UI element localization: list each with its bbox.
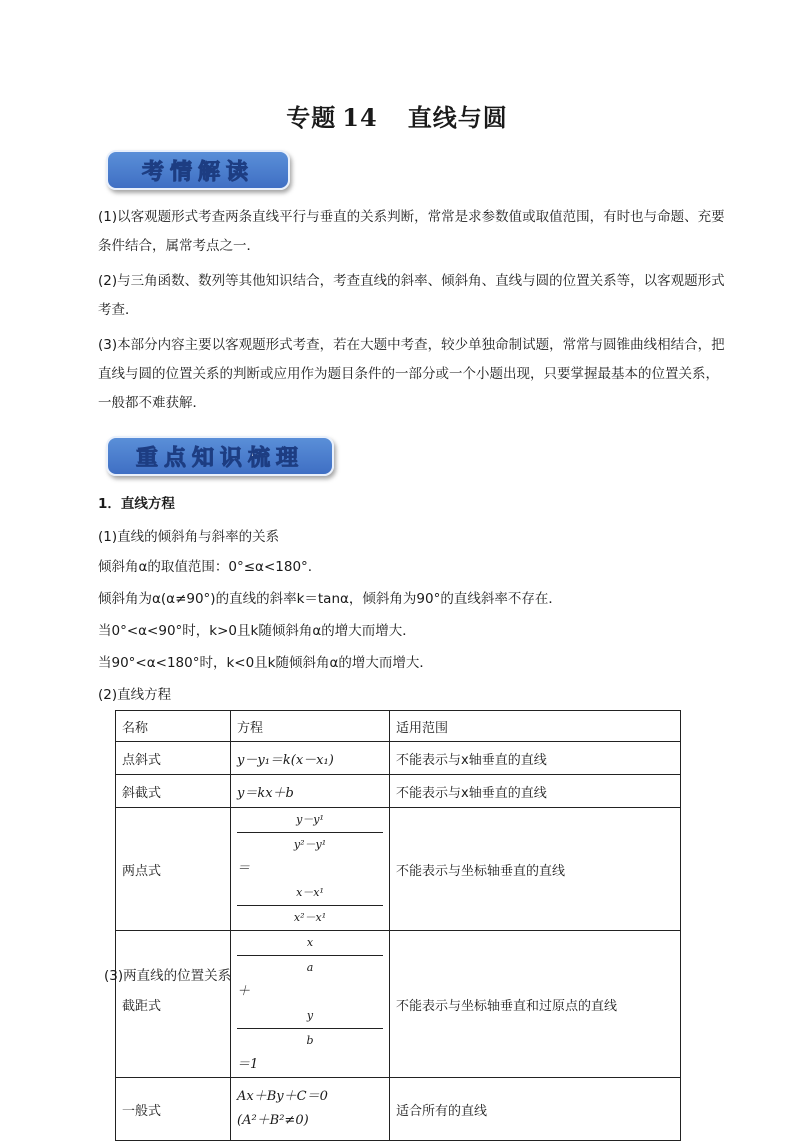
fraction <box>237 931 383 980</box>
table-cell-name: 两点式 <box>116 808 231 931</box>
table-row <box>116 775 681 808</box>
fraction-numerator: y－y¹ <box>237 808 383 833</box>
fraction-numerator: x－x¹ <box>237 881 383 906</box>
table-header-cell: 名称 <box>116 711 231 742</box>
title-prefix: 专题 <box>286 103 337 132</box>
table-cell-range: 不能表示与坐标轴垂直的直线 <box>390 808 681 931</box>
text-line-3: 当0°<α<90°时，k>0且k随倾斜角α的增大而增大． <box>98 623 416 639</box>
title-main: 直线与圆 <box>407 103 508 132</box>
table-cell-equation <box>231 808 390 931</box>
table-row <box>116 742 681 775</box>
paragraph-2: (2)与三角函数、数列等其他知识结合，考查直线的斜率、倾斜角、直线与圆的位置关系等，以客观题形式考查． <box>98 273 725 318</box>
fraction <box>237 1004 383 1053</box>
table-cell-range: 适合所有的直线 <box>390 1078 681 1141</box>
table-cell-equation <box>231 1078 390 1141</box>
paragraph-3: (3)本部分内容主要以客观题形式考查，若在大题中考查，较少单独命制试题，常常与圆锥曲线相结合，把直线与圆的位置关系的判断或应用作为题目条件的一部分或一个小题出现，只要掌握最基本的位置关系，一般都不难获解． <box>98 337 725 411</box>
table-cell-range: 不能表示与坐标轴垂直和过原点的直线 <box>390 931 681 1078</box>
sub-heading-2: (2)直线方程 <box>98 687 172 703</box>
table-row <box>116 931 681 1078</box>
sub-heading-3: (3)两直线的位置关系 <box>104 968 232 984</box>
table-cell-name: 截距式 <box>116 931 231 1078</box>
banner-label: 重点知识梳理 <box>135 444 304 471</box>
fraction-denominator: b <box>306 1034 314 1047</box>
section-heading: 1．直线方程 <box>98 496 175 512</box>
page-title <box>0 98 794 133</box>
text-line-1: 倾斜角α的取值范围：0°≤α<180°. <box>98 559 313 575</box>
title-number: 14 <box>342 103 378 132</box>
table-cell-name: 斜截式 <box>116 775 231 808</box>
table-cell-range: 不能表示与x轴垂直的直线 <box>390 742 681 775</box>
table-cell-range: 不能表示与x轴垂直的直线 <box>390 775 681 808</box>
table-cell-name: 点斜式 <box>116 742 231 775</box>
table-row <box>116 1078 681 1141</box>
section-banner-exam-analysis <box>106 150 290 190</box>
table-cell-equation: y＝kx＋b <box>231 775 390 808</box>
general-equation-condition: (A²＋B²≠0) <box>237 1113 309 1128</box>
table-cell-name: 一般式 <box>116 1078 231 1141</box>
table-header-row <box>116 711 681 742</box>
plus-sign: ＋ <box>237 984 251 999</box>
fraction-numerator: y <box>237 1004 383 1029</box>
equals-one: ＝1 <box>237 1057 259 1072</box>
text-line-2: 倾斜角为α(α≠90°)的直线的斜率k＝tanα，倾斜角为90°的直线斜率不存在． <box>98 591 562 607</box>
text-line-4: 当90°<α<180°时，k<0且k随倾斜角α的增大而增大． <box>98 655 433 671</box>
fraction-denominator: x²－x¹ <box>293 911 327 924</box>
general-equation: Ax＋By＋C＝0 <box>237 1089 328 1104</box>
table-header-cell: 适用范围 <box>390 711 681 742</box>
fraction-denominator: y²－y¹ <box>293 838 327 851</box>
fraction-denominator: a <box>306 961 314 974</box>
fraction-numerator: x <box>237 931 383 956</box>
section-banner-key-knowledge <box>106 436 334 476</box>
sub-heading-1: (1)直线的倾斜角与斜率的关系 <box>98 529 280 545</box>
table-cell-equation: y－y₁＝k(x－x₁) <box>231 742 390 775</box>
banner-label: 考情解读 <box>141 158 254 185</box>
fraction <box>237 808 383 857</box>
line-equation-table <box>115 710 681 1141</box>
paragraph-1: (1)以客观题形式考查两条直线平行与垂直的关系判断，常常是求参数值或取值范围，有时也与命题、充要条件结合，属常考点之一． <box>98 209 725 254</box>
fraction <box>237 881 383 930</box>
equals-sign: ＝ <box>237 861 251 876</box>
table-row <box>116 808 681 931</box>
table-header-cell: 方程 <box>231 711 390 742</box>
table-cell-equation <box>231 931 390 1078</box>
